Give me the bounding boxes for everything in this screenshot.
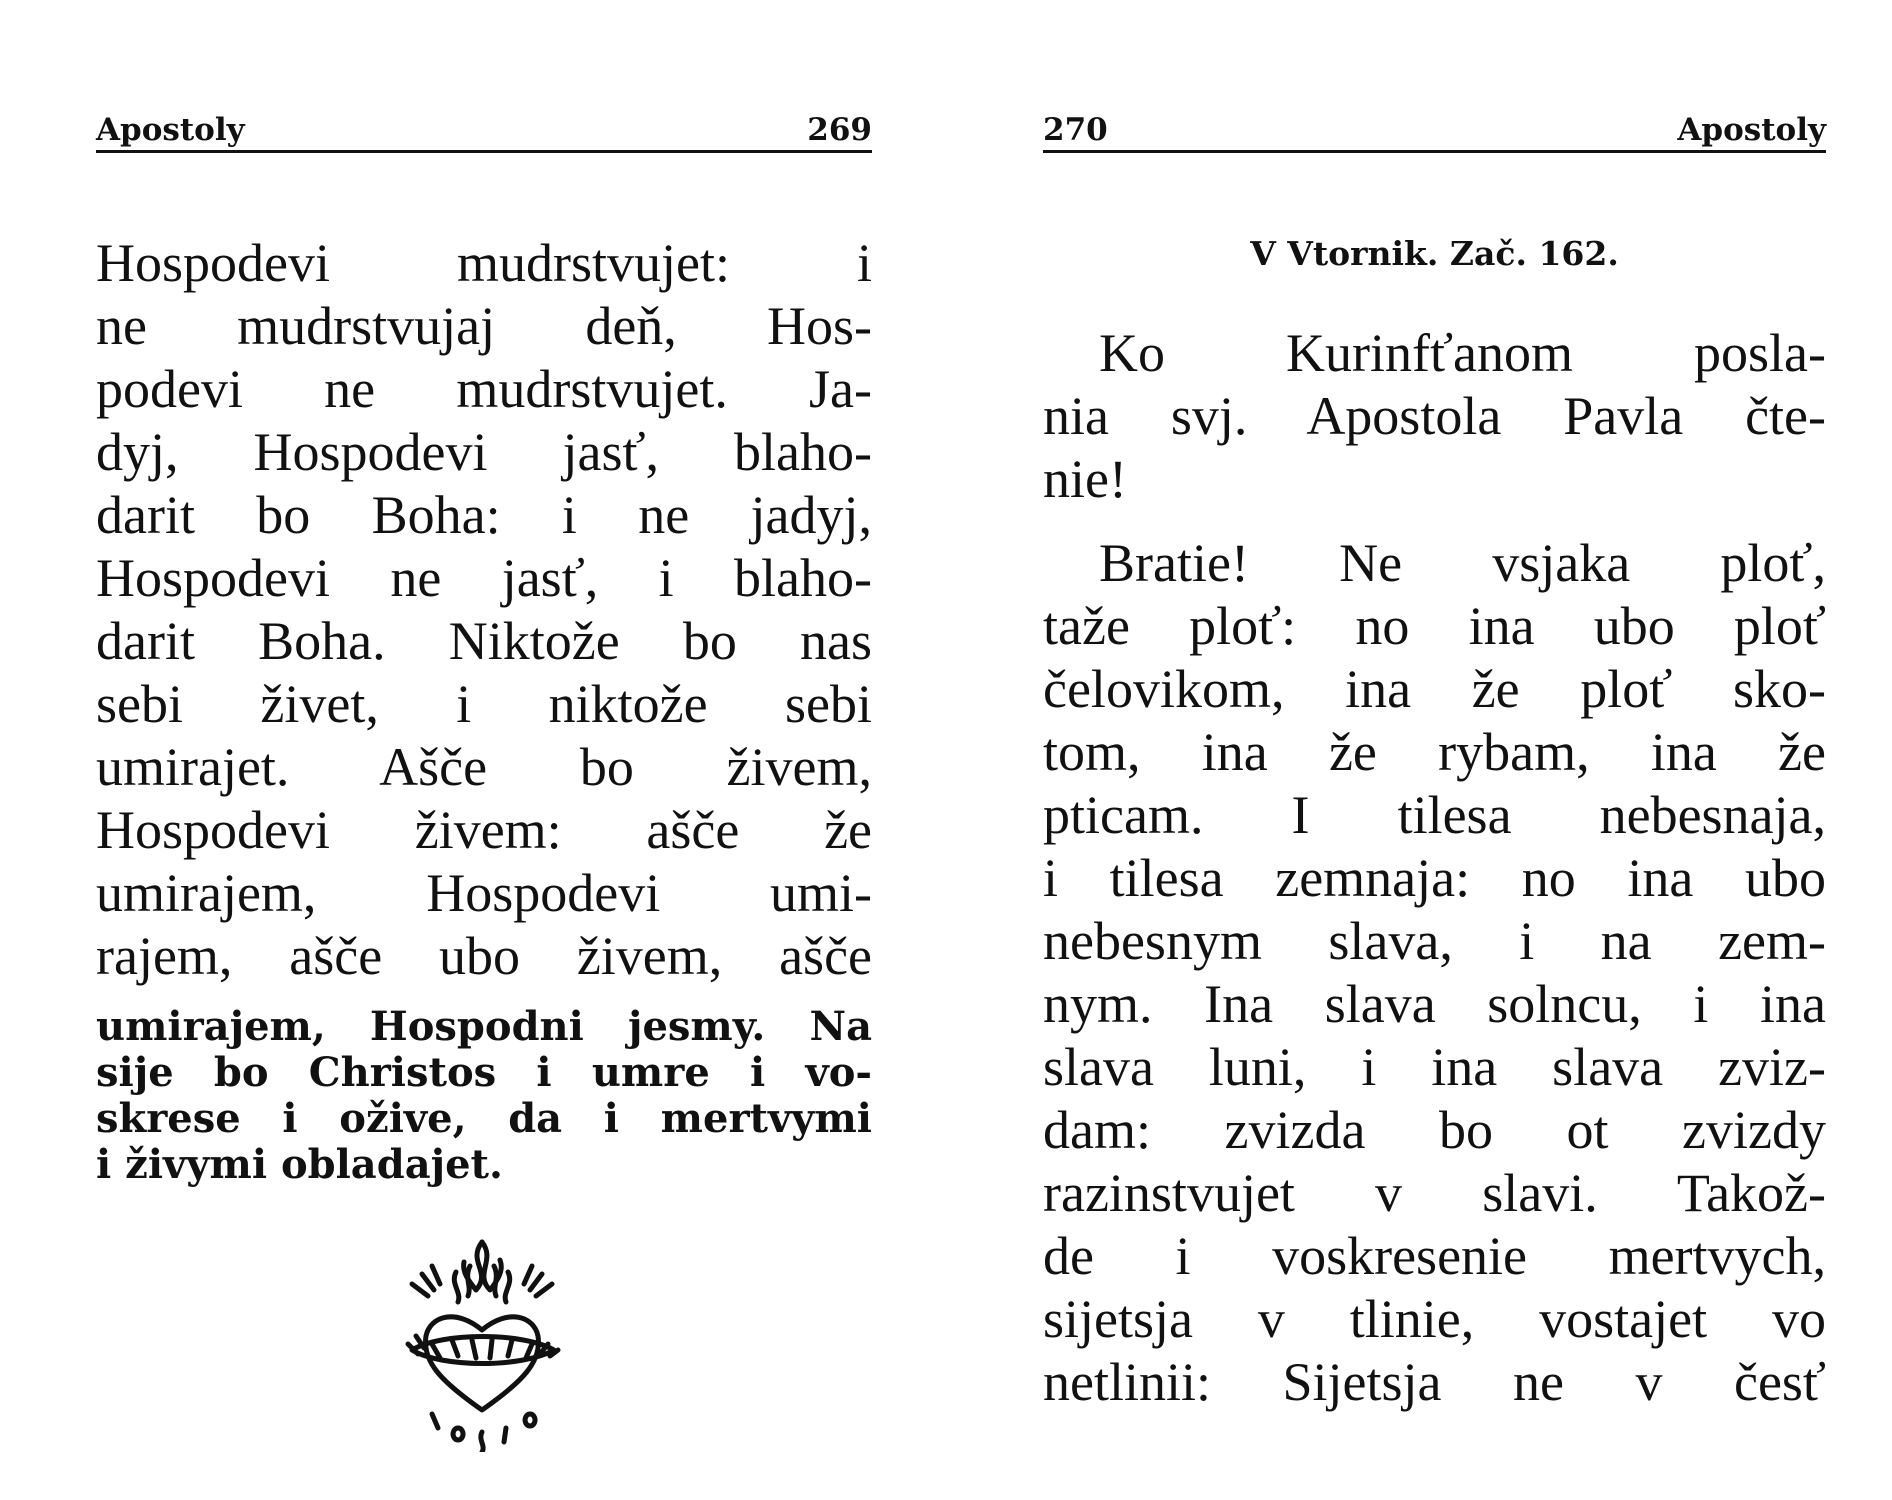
left-small-text	[96, 1004, 872, 1188]
text-line: sijetsja v tlinie, vostajet vo	[1043, 1289, 1826, 1349]
text-line: nebesnym slava, i na zem-	[1043, 911, 1826, 971]
text-line: dam: zvizda bo ot zvizdy	[1043, 1100, 1826, 1160]
text-line: dyj, Hospodevi jasť, blaho-	[96, 422, 872, 482]
text-line: Ko Kurinfťanom posla-	[1099, 323, 1826, 383]
left-page-number: 269	[807, 112, 872, 148]
left-body-text	[96, 232, 872, 988]
text-line: Hospodevi živem: ašče že	[96, 800, 872, 860]
right-body-text	[1043, 532, 1826, 1414]
text-line: de i voskresenie mertvych,	[1043, 1226, 1826, 1286]
left-header-title: Apostoly	[96, 112, 245, 148]
right-header-rule	[1043, 150, 1826, 153]
text-line: sebi živet, i niktože sebi	[96, 674, 872, 734]
text-line: ne mudrstvujaj deň, Hos-	[96, 296, 872, 356]
text-line: slava luni, i ina slava zviz-	[1043, 1037, 1826, 1097]
right-intro-text	[1043, 322, 1826, 511]
text-line: darit Boha. Niktože bo nas	[96, 611, 872, 671]
text-line: rajem, ašče ubo živem, ašče	[96, 926, 872, 986]
text-line: netlinii: Sijetsja ne v česť	[1043, 1352, 1826, 1412]
text-line: sije bo Christos i umre i vo-	[96, 1049, 872, 1096]
text-line: skrese i ožive, da i mertvymi	[96, 1095, 872, 1142]
text-line: podevi ne mudrstvujet. Ja-	[96, 359, 872, 419]
right-running-head	[1043, 108, 1826, 152]
left-running-head	[96, 108, 872, 152]
text-line: nie!	[1043, 449, 1127, 509]
text-line: taže ploť: no ina ubo ploť	[1043, 596, 1826, 656]
right-page-number: 270	[1043, 112, 1108, 148]
left-page	[96, 0, 872, 1500]
right-header-title: Apostoly	[1677, 112, 1826, 148]
text-line: razinstvujet v slavi. Takož-	[1043, 1163, 1826, 1223]
sacred-heart-ornament-icon	[372, 1232, 592, 1452]
text-line: darit bo Boha: i ne jadyj,	[96, 485, 872, 545]
text-line: umirajem, Hospodni jesmy. Na	[96, 1003, 872, 1050]
text-line: Hospodevi ne jasť, i blaho-	[96, 548, 872, 608]
text-line: Hospodevi mudrstvujet: i	[96, 233, 872, 293]
text-line: i tilesa zemnaja: no ina ubo	[1043, 848, 1826, 908]
text-line: čelovikom, ina že ploť sko-	[1043, 659, 1826, 719]
text-line: tom, ina že rybam, ina že	[1043, 722, 1826, 782]
text-line: umirajem, Hospodevi umi-	[96, 863, 872, 923]
text-line: umirajet. Ašče bo živem,	[96, 737, 872, 797]
left-header-rule	[96, 150, 872, 153]
text-line: nym. Ina slava solncu, i ina	[1043, 974, 1826, 1034]
section-heading: V Vtornik. Zač. 162.	[1250, 234, 1619, 273]
right-page	[1043, 0, 1826, 1500]
text-line: i živymi obladajet.	[96, 1141, 503, 1188]
text-line: nia svj. Apostola Pavla čte-	[1043, 386, 1826, 446]
text-line: Bratie! Ne vsjaka ploť,	[1099, 533, 1826, 593]
text-line: pticam. I tilesa nebesnaja,	[1043, 785, 1826, 845]
